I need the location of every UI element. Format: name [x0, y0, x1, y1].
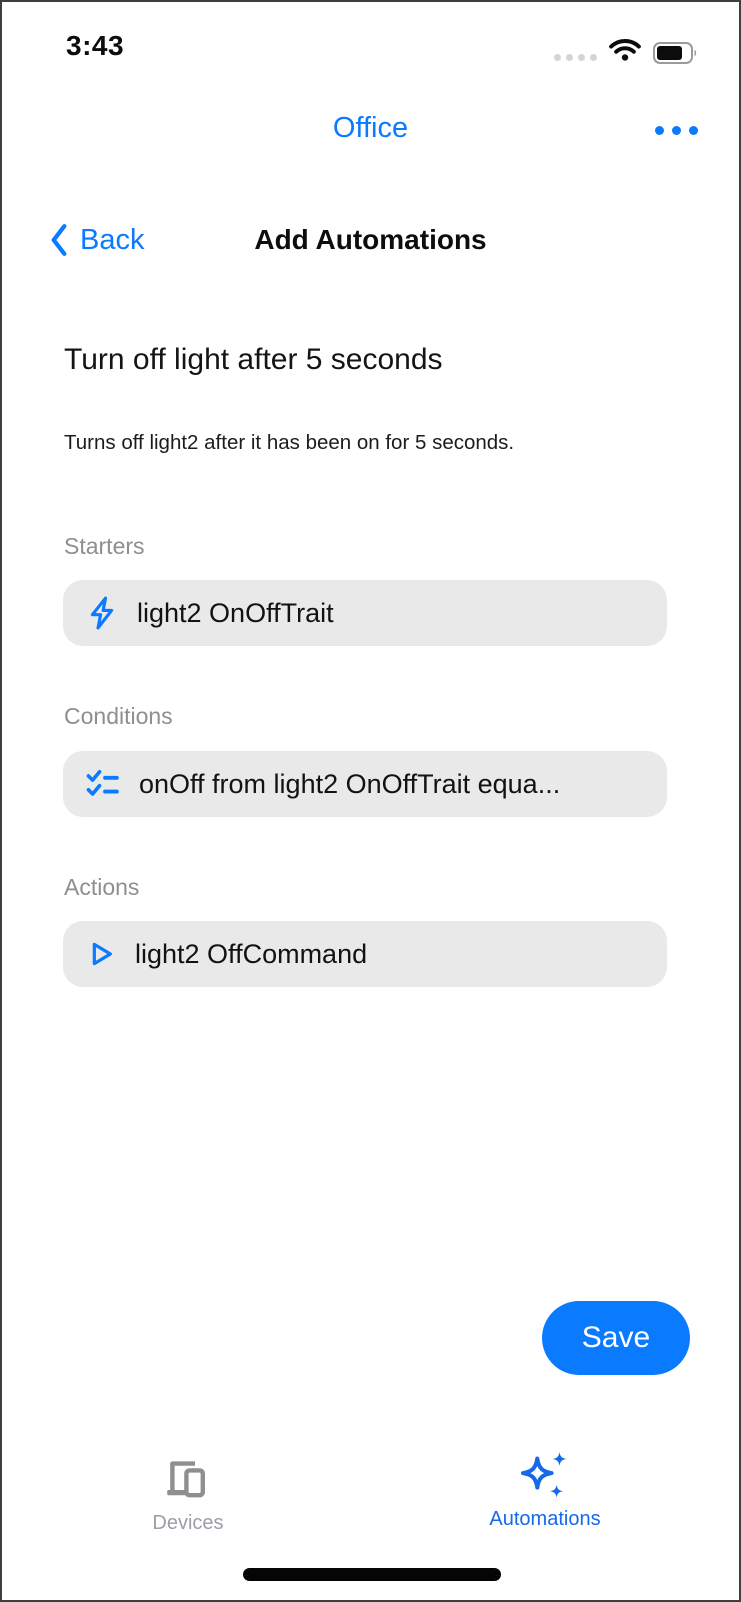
more-options-button[interactable]: [655, 126, 698, 135]
starter-item[interactable]: [63, 580, 667, 646]
cellular-signal-icon: [554, 54, 597, 61]
status-icons: [554, 38, 699, 67]
section-label-starters: Starters: [64, 533, 145, 559]
section-label-actions: Actions: [64, 874, 140, 900]
play-icon: [85, 937, 117, 971]
condition-item[interactable]: [63, 751, 667, 817]
devices-icon: [88, 1452, 288, 1506]
action-item[interactable]: [63, 921, 667, 987]
section-label-conditions: Conditions: [64, 703, 173, 729]
page-context-title: Office: [332, 112, 409, 144]
battery-icon: [653, 42, 699, 64]
condition-item-label: onOff from light2 OnOffTrait equa...: [139, 768, 561, 799]
checklist-icon: [85, 767, 121, 801]
sparkles-icon: [445, 1448, 645, 1502]
ellipsis-icon: [655, 126, 664, 135]
wifi-icon: [609, 38, 641, 67]
save-button[interactable]: Save: [542, 1301, 690, 1375]
tab-automations[interactable]: [445, 1448, 645, 1531]
automation-description: Turns off light2 after it has been on for 5 seconds.: [64, 431, 515, 454]
page-title: Add Automations: [254, 224, 487, 255]
status-time: 3:43: [66, 30, 125, 61]
bolt-icon: [85, 594, 119, 632]
automation-name: Turn off light after 5 seconds: [64, 343, 443, 376]
tab-automations-label: Automations: [489, 1508, 601, 1530]
starter-item-label: light2 OnOffTrait: [137, 597, 334, 628]
tab-devices[interactable]: [88, 1452, 288, 1535]
action-item-label: light2 OffCommand: [135, 938, 368, 969]
back-button-label: Back: [80, 223, 145, 256]
tab-devices-label: Devices: [152, 1512, 224, 1534]
home-indicator[interactable]: [243, 1568, 501, 1581]
